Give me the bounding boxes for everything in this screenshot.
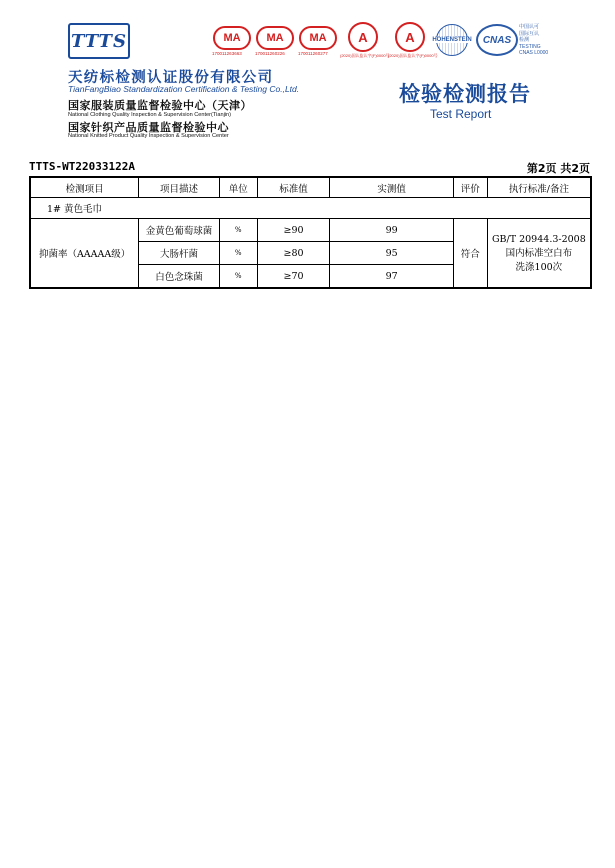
cal-mark-2: A	[395, 22, 425, 52]
org-name-en: TianFangBiao Standardization Certification & Testing Co.,Ltd.	[68, 84, 300, 94]
test-item-cell: 抑菌率（AAAAA级）	[30, 219, 139, 289]
measured-cell: 99	[330, 219, 453, 242]
hohenstein-mark: HOHENSTEIN	[436, 24, 468, 56]
desc-cell: 白色念珠菌	[139, 265, 220, 289]
col-header-standard: 标准值	[257, 177, 330, 198]
col-header-evaluation: 评价	[453, 177, 487, 198]
measured-cell: 95	[330, 242, 453, 265]
center2-name-en: National Knitted Product Quality Inspection & Supervision Center	[68, 133, 229, 139]
sample-label: 1# 黄色毛巾	[30, 198, 591, 219]
col-header-measured: 实测值	[330, 177, 453, 198]
standard-cell: ≥80	[257, 242, 330, 265]
unit-cell: %	[219, 265, 257, 289]
center1-name-cn: 国家服装质量监督检验中心（天津）	[68, 99, 252, 112]
cma-mark-3: MA	[299, 26, 337, 50]
cal-number-2: (2020)国认监认字(F)0000号	[388, 53, 438, 58]
measured-cell: 97	[330, 265, 453, 289]
evaluation-cell: 符合	[453, 219, 487, 289]
center2-name-cn: 国家针织产品质量监督检验中心	[68, 121, 229, 134]
cal-number-1: (2020)国认监认字(F)0000号	[340, 53, 390, 58]
center1-name-en: National Clothing Quality Inspection & Supervision Center(Tianjin)	[68, 112, 232, 118]
report-number: TTTS-WT22033122A	[29, 160, 135, 173]
cma-number-3: 170011260277	[298, 51, 328, 56]
remark-line-standard: GB/T 20944.3-2008	[491, 233, 586, 245]
remark-line-blank: 国内标准空白布	[505, 247, 573, 259]
cal-mark-1: A	[348, 22, 378, 52]
standard-cell: ≥90	[257, 219, 330, 242]
remark-line-wash: 洗涤100次	[515, 261, 563, 273]
cma-number-1: 170011263663	[212, 51, 242, 56]
table-row	[30, 219, 591, 242]
cnas-side-text: 中国认可 国际互认 检测 TESTING CNAS L0000	[519, 24, 549, 56]
org-name-cn: 天纺标检测认证股份有限公司	[68, 70, 274, 86]
page-indicator: 第2页 共2页	[526, 162, 590, 175]
col-header-remark: 执行标准/备注	[487, 177, 591, 198]
logo-text: TTTS	[71, 30, 127, 52]
col-header-test-item: 检测项目	[30, 177, 139, 198]
cnas-mark: CNAS	[476, 24, 518, 56]
table-header-row	[30, 177, 591, 198]
desc-cell: 大肠杆菌	[139, 242, 220, 265]
cma-mark-1: MA	[213, 26, 251, 50]
report-title-cn: 检验检测报告	[399, 81, 531, 106]
ttts-logo	[68, 23, 130, 59]
cma-mark-2: MA	[256, 26, 294, 50]
unit-cell: %	[219, 219, 257, 242]
test-results-table	[29, 176, 592, 289]
desc-cell: 金黄色葡萄球菌	[139, 219, 220, 242]
col-header-description: 项目描述	[139, 177, 220, 198]
col-header-unit: 单位	[219, 177, 257, 198]
unit-cell: %	[219, 242, 257, 265]
sample-row	[30, 198, 591, 219]
remark-cell	[487, 219, 591, 289]
cma-number-2: 170011260226	[255, 51, 285, 56]
standard-cell: ≥70	[257, 265, 330, 289]
report-title-en: Test Report	[430, 107, 492, 121]
